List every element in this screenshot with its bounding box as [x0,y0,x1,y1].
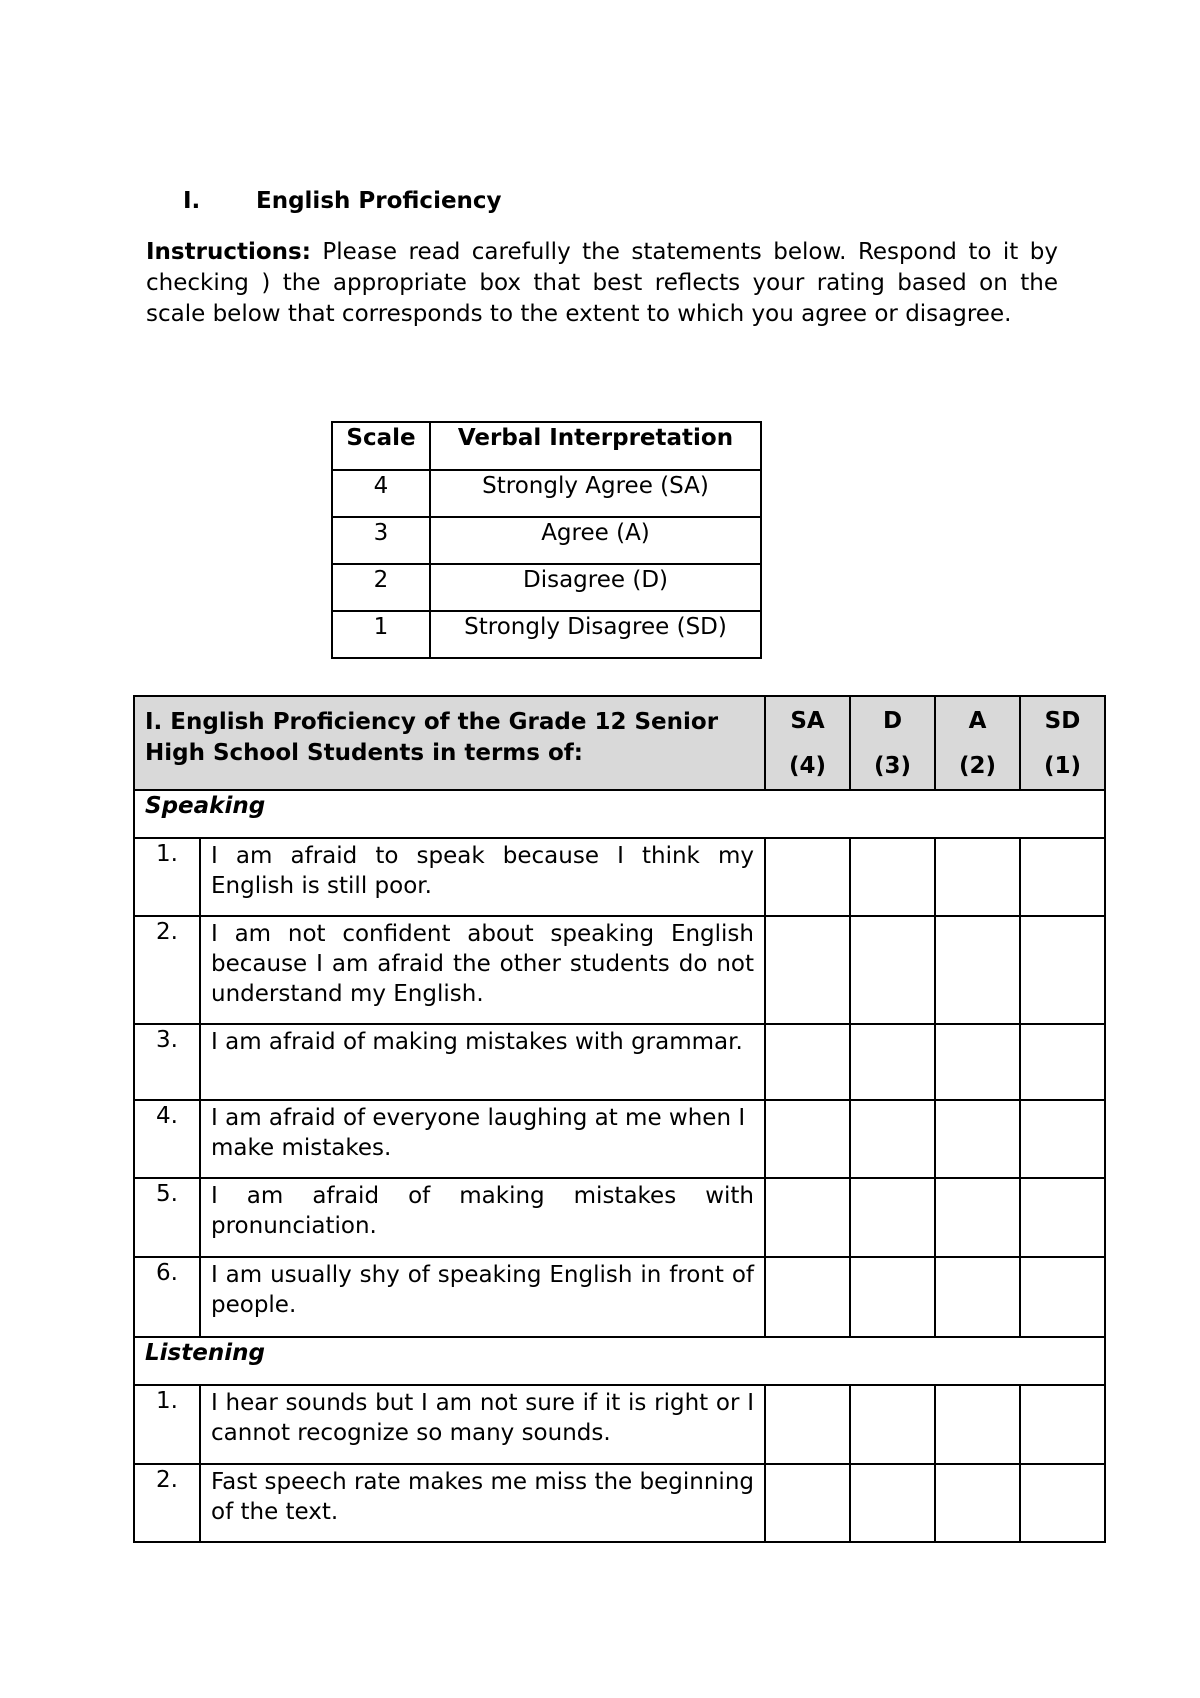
column-value: (3) [873,753,912,779]
scale-value: 3 [332,517,430,564]
item-statement: I am afraid of making mistakes with grammar. [200,1024,765,1100]
rating-checkbox-sd[interactable] [1020,838,1105,916]
table-row [134,1385,1105,1464]
item-number: 6. [134,1257,200,1337]
item-statement: I hear sounds but I am not sure if it is right or I cannot recognize so many sounds. [200,1385,765,1464]
scale-row [332,611,761,658]
column-abbr: SD [1044,708,1081,734]
rating-checkbox-sa[interactable] [765,1257,850,1337]
table-row [134,1464,1105,1542]
rating-checkbox-sa[interactable] [765,1100,850,1178]
rating-checkbox-d[interactable] [850,1100,935,1178]
rating-checkbox-sa[interactable] [765,1464,850,1542]
scale-value: 2 [332,564,430,611]
rating-checkbox-sd[interactable] [1020,1464,1105,1542]
rating-checkbox-sa[interactable] [765,1024,850,1100]
rating-checkbox-a[interactable] [935,838,1020,916]
item-number: 2. [134,916,200,1024]
scale-interpretation: Strongly Agree (SA) [430,470,761,517]
item-statement: I am not confident about speaking English because I am afraid the other students do not understand my English. [200,916,765,1024]
rating-checkbox-sd[interactable] [1020,1100,1105,1178]
scale-value: 4 [332,470,430,517]
item-number: 1. [134,838,200,916]
item-number: 4. [134,1100,200,1178]
scale-table-header [332,422,761,470]
rating-checkbox-sa[interactable] [765,1385,850,1464]
item-statement: I am afraid of everyone laughing at me when I make mistakes. [200,1100,765,1178]
table-row [134,1024,1105,1100]
instructions-paragraph [146,237,1058,330]
column-value: (2) [958,753,997,779]
rating-checkbox-sd[interactable] [1020,1178,1105,1257]
rating-checkbox-a[interactable] [935,1100,1020,1178]
rating-checkbox-a[interactable] [935,1024,1020,1100]
rating-checkbox-sd[interactable] [1020,916,1105,1024]
scale-header: Scale [332,422,430,470]
column-value: (4) [788,753,827,779]
rating-checkbox-a[interactable] [935,1178,1020,1257]
column-abbr: D [882,708,903,734]
survey-header-row [134,696,1105,790]
interpretation-header: Verbal Interpretation [430,422,761,470]
item-number: 2. [134,1464,200,1542]
column-value: (1) [1043,753,1082,779]
column-header-sd [1020,696,1105,790]
table-row [134,1100,1105,1178]
rating-checkbox-d[interactable] [850,1257,935,1337]
rating-checkbox-a[interactable] [935,1257,1020,1337]
section-row-speaking [134,790,1105,838]
scale-row [332,517,761,564]
scale-row [332,564,761,611]
item-statement: I am afraid to speak because I think my English is still poor. [200,838,765,916]
section-number: I. [183,188,201,214]
item-number: 1. [134,1385,200,1464]
survey-table [133,695,1106,1543]
rating-checkbox-d[interactable] [850,838,935,916]
rating-checkbox-d[interactable] [850,916,935,1024]
item-number: 3. [134,1024,200,1100]
rating-checkbox-a[interactable] [935,916,1020,1024]
rating-checkbox-a[interactable] [935,1464,1020,1542]
item-number: 5. [134,1178,200,1257]
rating-checkbox-sd[interactable] [1020,1385,1105,1464]
rating-checkbox-sd[interactable] [1020,1257,1105,1337]
column-header-d [850,696,935,790]
section-row-listening [134,1337,1105,1385]
scale-interpretation: Agree (A) [430,517,761,564]
item-statement: I am usually shy of speaking English in front of people. [200,1257,765,1337]
survey-title: I. English Proficiency of the Grade 12 Senior High School Students in terms of: [134,696,765,790]
rating-checkbox-sa[interactable] [765,838,850,916]
instructions-text: Please read carefully the statements below. Respond to it by checking ) the appropriate box that best reflects your rating based on the scale below that corresponds to the extent to which you agree or disagree. [146,239,1058,327]
table-row [134,1178,1105,1257]
scale-table [331,421,762,659]
section-label-listening: Listening [134,1337,1105,1385]
section-heading [183,188,502,214]
table-row [134,916,1105,1024]
rating-checkbox-d[interactable] [850,1385,935,1464]
scale-value: 1 [332,611,430,658]
column-abbr: A [968,708,987,734]
section-label-speaking: Speaking [134,790,1105,838]
scale-row [332,470,761,517]
scale-interpretation: Disagree (D) [430,564,761,611]
rating-checkbox-d[interactable] [850,1178,935,1257]
table-row [134,1257,1105,1337]
column-header-sa [765,696,850,790]
rating-checkbox-sd[interactable] [1020,1024,1105,1100]
item-statement: I am afraid of making mistakes with pronunciation. [200,1178,765,1257]
table-row [134,838,1105,916]
column-header-a [935,696,1020,790]
scale-interpretation: Strongly Disagree (SD) [430,611,761,658]
item-statement: Fast speech rate makes me miss the beginning of the text. [200,1464,765,1542]
rating-checkbox-sa[interactable] [765,1178,850,1257]
column-abbr: SA [790,708,825,734]
rating-checkbox-d[interactable] [850,1024,935,1100]
instructions-label: Instructions: [146,239,311,265]
rating-checkbox-a[interactable] [935,1385,1020,1464]
rating-checkbox-sa[interactable] [765,916,850,1024]
rating-checkbox-d[interactable] [850,1464,935,1542]
section-title: English Proficiency [256,188,502,214]
